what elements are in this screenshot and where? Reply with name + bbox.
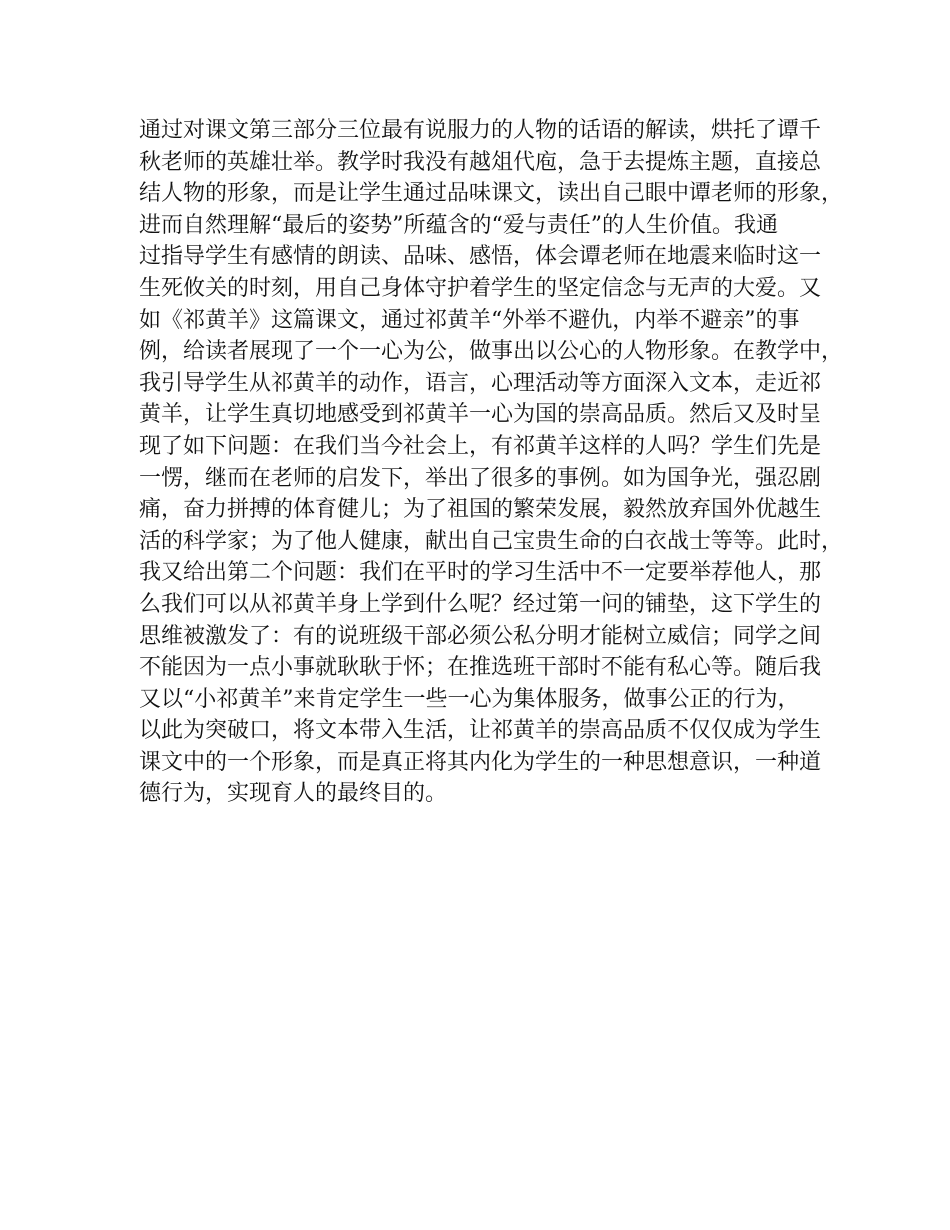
paragraph-line: 活的科学家；为了他人健康，献出自己宝贵生命的白衣战士等等。此时， [139,528,844,554]
paragraph-line: 例，给读者展现了一个一心为公，做事出以公心的人物形象。在教学中， [139,339,844,365]
paragraph-line: 课文中的一个形象，而是真正将其内化为学生的一种思想意识，一种道 [139,749,822,775]
paragraph-line: 如《祁黄羊》这篇课文，通过祁黄羊“外举不避仇，内举不避亲”的事 [139,307,800,333]
body-paragraph [139,115,844,810]
paragraph-line: 痛，奋力拼搏的体育健儿；为了祖国的繁荣发展，毅然放弃国外优越生 [139,497,822,523]
paragraph-line: 思维被激发了：有的说班级干部必须公私分明才能树立威信；同学之间 [139,623,822,649]
paragraph-line: 结人物的形象，而是让学生通过品味课文，读出自己眼中谭老师的形象， [139,181,844,207]
paragraph-line: 德行为，实现育人的最终目的。 [139,781,448,807]
paragraph-line: 我又给出第二个问题：我们在平时的学习生活中不一定要举荐他人，那 [139,560,822,586]
paragraph-line: 一愣，继而在老师的启发下，举出了很多的事例。如为国争光，强忍剧 [139,465,822,491]
paragraph-line: 以此为突破口，将文本带入生活，让祁黄羊的崇高品质不仅仅成为学生 [139,718,822,744]
paragraph-line: 不能因为一点小事就耿耿于怀；在推选班干部时不能有私心等。随后我 [139,655,822,681]
paragraph-line: 又以“小祁黄羊”来肯定学生一些一心为集体服务，做事公正的行为， [139,686,800,712]
paragraph-line: 黄羊，让学生真切地感受到祁黄羊一心为国的崇高品质。然后又及时呈 [139,402,822,428]
paragraph-line: 生死攸关的时刻，用自己身体守护着学生的坚定信念与无声的大爱。又 [139,275,822,301]
paragraph-line: 现了如下问题：在我们当今社会上，有祁黄羊这样的人吗？学生们先是 [139,433,822,459]
paragraph-line: 过指导学生有感情的朗读、品味、感悟，体会谭老师在地震来临时这一 [139,244,822,270]
paragraph-line: 我引导学生从祁黄羊的动作，语言，心理活动等方面深入文本，走近祁 [139,370,822,396]
paragraph-line: 秋老师的英雄壮举。教学时我没有越俎代庖，急于去提炼主题，直接总 [139,149,822,175]
paragraph-line: 么我们可以从祁黄羊身上学到什么呢？经过第一问的铺垫，这下学生的 [139,591,822,617]
paragraph-line: 通过对课文第三部分三位最有说服力的人物的话语的解读，烘托了谭千 [139,118,822,143]
paragraph-line: 进而自然理解“最后的姿势”所蕴含的“爱与责任”的人生价值。我通 [139,212,778,238]
